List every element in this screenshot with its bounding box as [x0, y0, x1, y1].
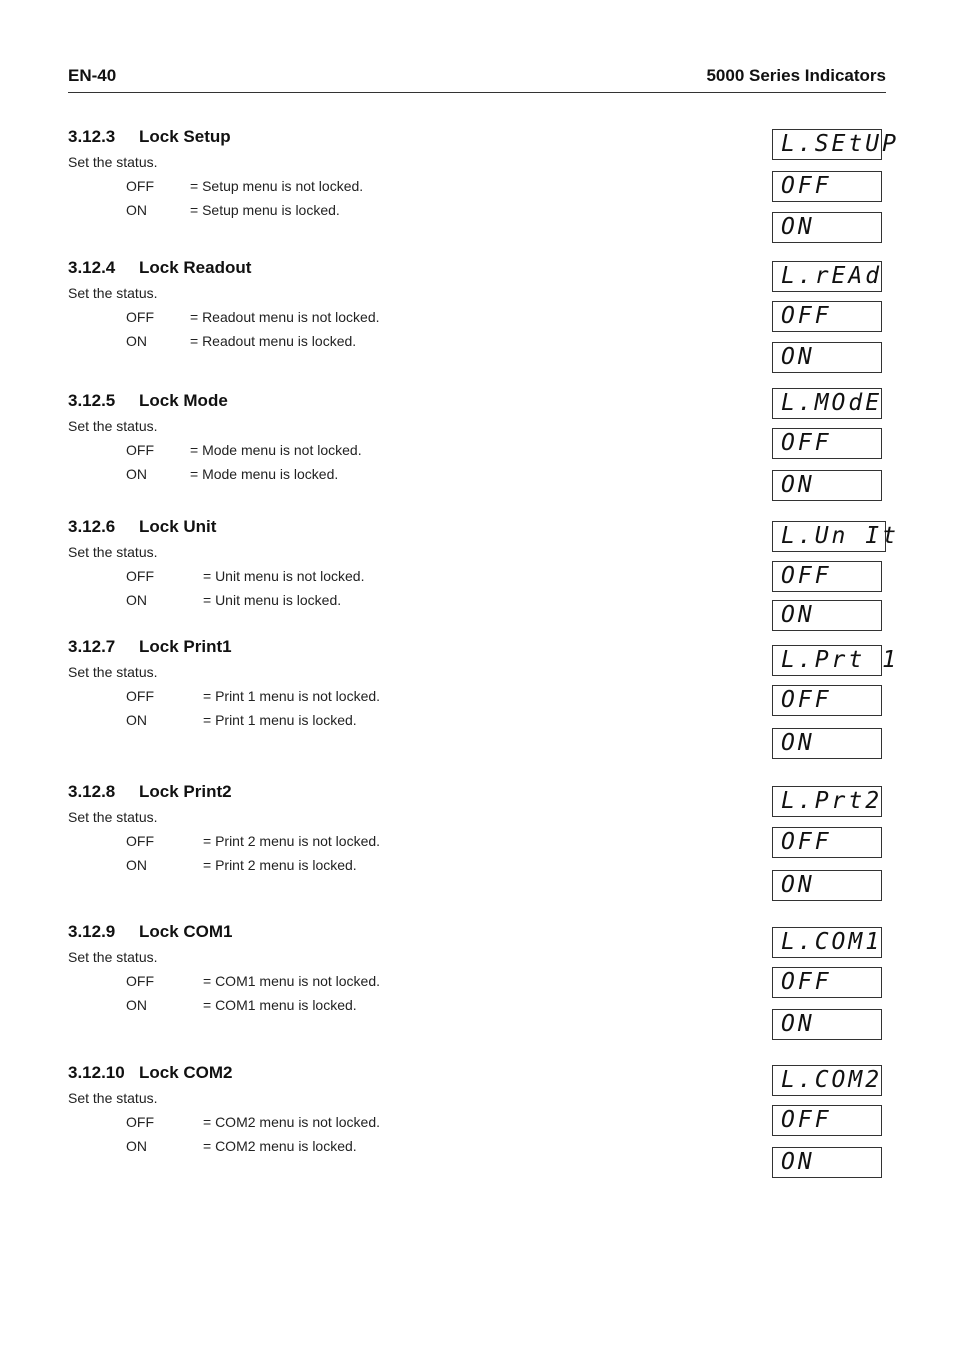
- lcd-on-display: ON: [772, 212, 882, 243]
- option-off-text: = COM2 menu is not locked.: [203, 1114, 381, 1130]
- option-on: [68, 588, 728, 612]
- section-title: Lock Print2: [139, 782, 232, 801]
- section-title: Lock Print1: [139, 637, 232, 656]
- lcd-off-display: OFF: [772, 967, 882, 998]
- section-number: 3.12.8: [68, 782, 116, 801]
- option-on-text: = Setup menu is locked.: [190, 202, 340, 218]
- page-number: EN-40: [68, 66, 117, 85]
- option-on-text: = Print 1 menu is locked.: [203, 712, 357, 728]
- option-off-key: OFF: [126, 688, 154, 704]
- section-description: Set the status.: [68, 154, 158, 170]
- section-lock-3: [68, 516, 728, 612]
- option-on-key: ON: [126, 1138, 147, 1154]
- lcd-off-display: OFF: [772, 301, 882, 332]
- section-heading: [68, 921, 728, 943]
- section-lock-0: [68, 126, 728, 222]
- section-description: Set the status.: [68, 949, 158, 965]
- section-heading: [68, 1062, 728, 1084]
- section-title: Lock Mode: [139, 391, 228, 410]
- document-title: 5000 Series Indicators: [706, 66, 886, 85]
- option-off-text: = COM1 menu is not locked.: [203, 973, 381, 989]
- option-off-key: OFF: [126, 309, 154, 325]
- option-off-text: = Print 1 menu is not locked.: [203, 688, 381, 704]
- option-off: [68, 305, 728, 329]
- section-description: Set the status.: [68, 418, 158, 434]
- lcd-menu-code: L.COM2: [772, 1065, 882, 1096]
- option-off: [68, 438, 728, 462]
- lcd-menu-code: L.SEtUP: [772, 129, 882, 160]
- section-description: Set the status.: [68, 1090, 158, 1106]
- lcd-off-display: OFF: [772, 685, 882, 716]
- section-number: 3.12.10: [68, 1063, 125, 1082]
- lcd-menu-code: L.COM1: [772, 927, 882, 958]
- option-off-text: = Print 2 menu is not locked.: [203, 833, 381, 849]
- option-off: [68, 829, 728, 853]
- section-heading: [68, 516, 728, 538]
- option-off-key: OFF: [126, 833, 154, 849]
- option-off-key: OFF: [126, 178, 154, 194]
- option-off: [68, 684, 728, 708]
- option-on-text: = Print 2 menu is locked.: [203, 857, 357, 873]
- option-on-key: ON: [126, 997, 147, 1013]
- section-lock-1: [68, 257, 728, 353]
- option-off-key: OFF: [126, 568, 154, 584]
- lcd-on-display: ON: [772, 342, 882, 373]
- lcd-off-display: OFF: [772, 171, 882, 202]
- option-off-key: OFF: [126, 973, 154, 989]
- section-heading: [68, 126, 728, 148]
- option-on: [68, 462, 728, 486]
- section-heading: [68, 257, 728, 279]
- lcd-on-display: ON: [772, 728, 882, 759]
- section-description: Set the status.: [68, 285, 158, 301]
- section-heading: [68, 390, 728, 412]
- section-lock-6: [68, 921, 728, 1017]
- lcd-off-display: OFF: [772, 1105, 882, 1136]
- lcd-menu-code: L.MOdE: [772, 388, 882, 419]
- section-number: 3.12.6: [68, 517, 116, 536]
- option-on: [68, 993, 728, 1017]
- section-number: 3.12.9: [68, 922, 116, 941]
- option-off: [68, 1110, 728, 1134]
- lcd-on-display: ON: [772, 1009, 882, 1040]
- section-lock-5: [68, 781, 728, 877]
- section-title: Lock Unit: [139, 517, 217, 536]
- section-number: 3.12.3: [68, 127, 116, 146]
- lcd-on-display: ON: [772, 470, 882, 501]
- section-description: Set the status.: [68, 544, 158, 560]
- option-off: [68, 174, 728, 198]
- option-on-key: ON: [126, 466, 147, 482]
- option-off-key: OFF: [126, 1114, 154, 1130]
- option-off-text: = Mode menu is not locked.: [190, 442, 362, 458]
- section-title: Lock COM2: [139, 1063, 233, 1082]
- section-number: 3.12.5: [68, 391, 116, 410]
- lcd-off-display: OFF: [772, 561, 882, 592]
- option-off: [68, 564, 728, 588]
- lcd-off-display: OFF: [772, 428, 882, 459]
- option-on-key: ON: [126, 592, 147, 608]
- section-title: Lock Readout: [139, 258, 252, 277]
- option-on-text: = Mode menu is locked.: [190, 466, 339, 482]
- option-on-key: ON: [126, 333, 147, 349]
- lcd-menu-code: L.rEAd: [772, 261, 882, 292]
- option-on-text: = COM1 menu is locked.: [203, 997, 357, 1013]
- header-divider: [68, 92, 886, 93]
- section-heading: [68, 781, 728, 803]
- option-on: [68, 853, 728, 877]
- option-off-text: = Unit menu is not locked.: [203, 568, 365, 584]
- option-on: [68, 1134, 728, 1158]
- section-heading: [68, 636, 728, 658]
- option-off: [68, 969, 728, 993]
- option-on-text: = Readout menu is locked.: [190, 333, 357, 349]
- option-off-text: = Setup menu is not locked.: [190, 178, 364, 194]
- section-title: Lock COM1: [139, 922, 233, 941]
- section-description: Set the status.: [68, 664, 158, 680]
- option-on: [68, 329, 728, 353]
- option-on: [68, 198, 728, 222]
- option-off-key: OFF: [126, 442, 154, 458]
- section-number: 3.12.7: [68, 637, 116, 656]
- section-number: 3.12.4: [68, 258, 116, 277]
- option-on: [68, 708, 728, 732]
- option-on-text: = Unit menu is locked.: [203, 592, 342, 608]
- section-lock-4: [68, 636, 728, 732]
- section-title: Lock Setup: [139, 127, 231, 146]
- option-on-key: ON: [126, 202, 147, 218]
- section-lock-7: [68, 1062, 728, 1158]
- section-description: Set the status.: [68, 809, 158, 825]
- lcd-on-display: ON: [772, 1147, 882, 1178]
- lcd-menu-code: L.Un It: [772, 521, 886, 552]
- lcd-menu-code: L.Prt 1: [772, 645, 882, 676]
- option-on-key: ON: [126, 857, 147, 873]
- option-off-text: = Readout menu is not locked.: [190, 309, 380, 325]
- option-on-key: ON: [126, 712, 147, 728]
- option-on-text: = COM2 menu is locked.: [203, 1138, 357, 1154]
- lcd-on-display: ON: [772, 600, 882, 631]
- section-lock-2: [68, 390, 728, 486]
- lcd-menu-code: L.Prt2: [772, 786, 882, 817]
- lcd-on-display: ON: [772, 870, 882, 901]
- lcd-off-display: OFF: [772, 827, 882, 858]
